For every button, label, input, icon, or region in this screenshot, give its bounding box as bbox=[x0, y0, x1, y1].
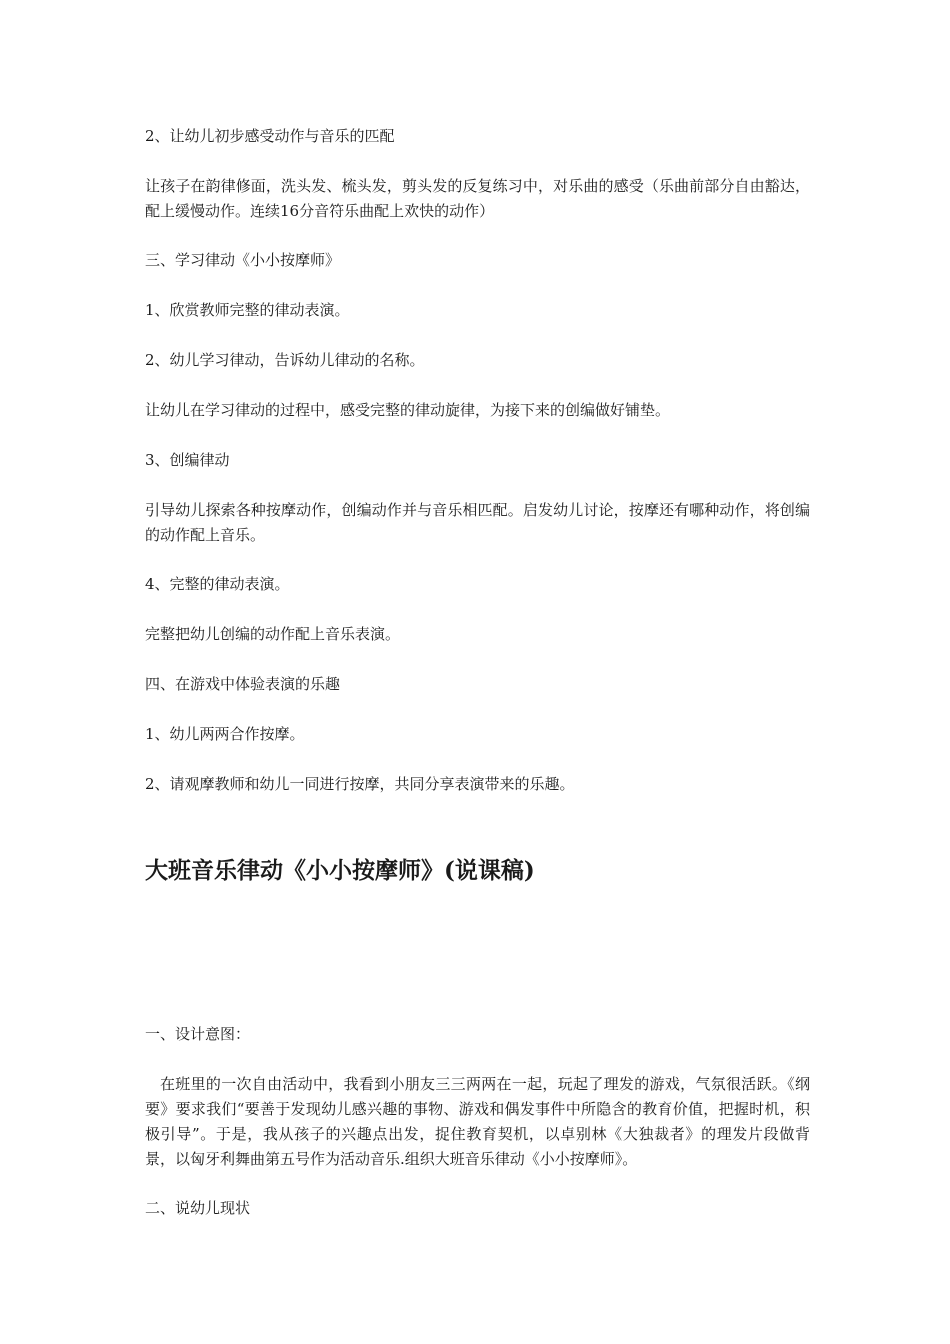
section-heading: 三、学习律动《小小按摩师》 bbox=[145, 251, 341, 269]
paragraph: 让幼儿在学习律动的过程中，感受完整的律动旋律，为接下来的创编做好铺垫。 bbox=[145, 401, 671, 419]
paragraph: 完整把幼儿创编的动作配上音乐表演。 bbox=[145, 625, 401, 643]
paragraph: 2、让幼儿初步感受动作与音乐的匹配 bbox=[145, 127, 395, 145]
paragraph: 2、幼儿学习律动，告诉幼儿律动的名称。 bbox=[145, 351, 425, 369]
paragraph: 在班里的一次自由活动中，我看到小朋友三三两两在一起，玩起了理发的游戏，气氛很活跃。《纲要》要求我们“要善于发现幼儿感兴趣的事物、游戏和偶发事件中所隐含的教育价值，把握时机，积极引导”。于是，我从孩子的兴趣点出发，捉住教育契机，以卓别林《大独裁者》的理发片段做背景，以匈牙利舞曲第五号作为活动音乐.组织大班音乐律动《小小按摩师》。 bbox=[145, 1075, 810, 1168]
paragraph: 让孩子在韵律修面，洗头发、梳头发，剪头发的反复练习中，对乐曲的感受（乐曲前部分自由豁达，配上缓慢动作。连续16分音符乐曲配上欢快的动作） bbox=[145, 177, 810, 220]
section-heading: 一、设计意图： bbox=[145, 1025, 251, 1043]
paragraph: 引导幼儿探索各种按摩动作，创编动作并与音乐相匹配。启发幼儿讨论，按摩还有哪种动作，将创编的动作配上音乐。 bbox=[145, 501, 810, 544]
paragraph: 1、幼儿两两合作按摩。 bbox=[145, 725, 305, 743]
section-heading: 二、说幼儿现状 bbox=[145, 1199, 251, 1217]
document-title: 大班音乐律动《小小按摩师》(说课稿) bbox=[145, 857, 535, 884]
section-heading: 四、在游戏中体验表演的乐趣 bbox=[145, 675, 341, 693]
paragraph: 1、欣赏教师完整的律动表演。 bbox=[145, 301, 350, 319]
paragraph: 4、完整的律动表演。 bbox=[145, 575, 290, 593]
paragraph: 2、请观摩教师和幼儿一同进行按摩，共同分享表演带来的乐趣。 bbox=[145, 775, 575, 793]
paragraph: 3、创编律动 bbox=[145, 451, 230, 469]
